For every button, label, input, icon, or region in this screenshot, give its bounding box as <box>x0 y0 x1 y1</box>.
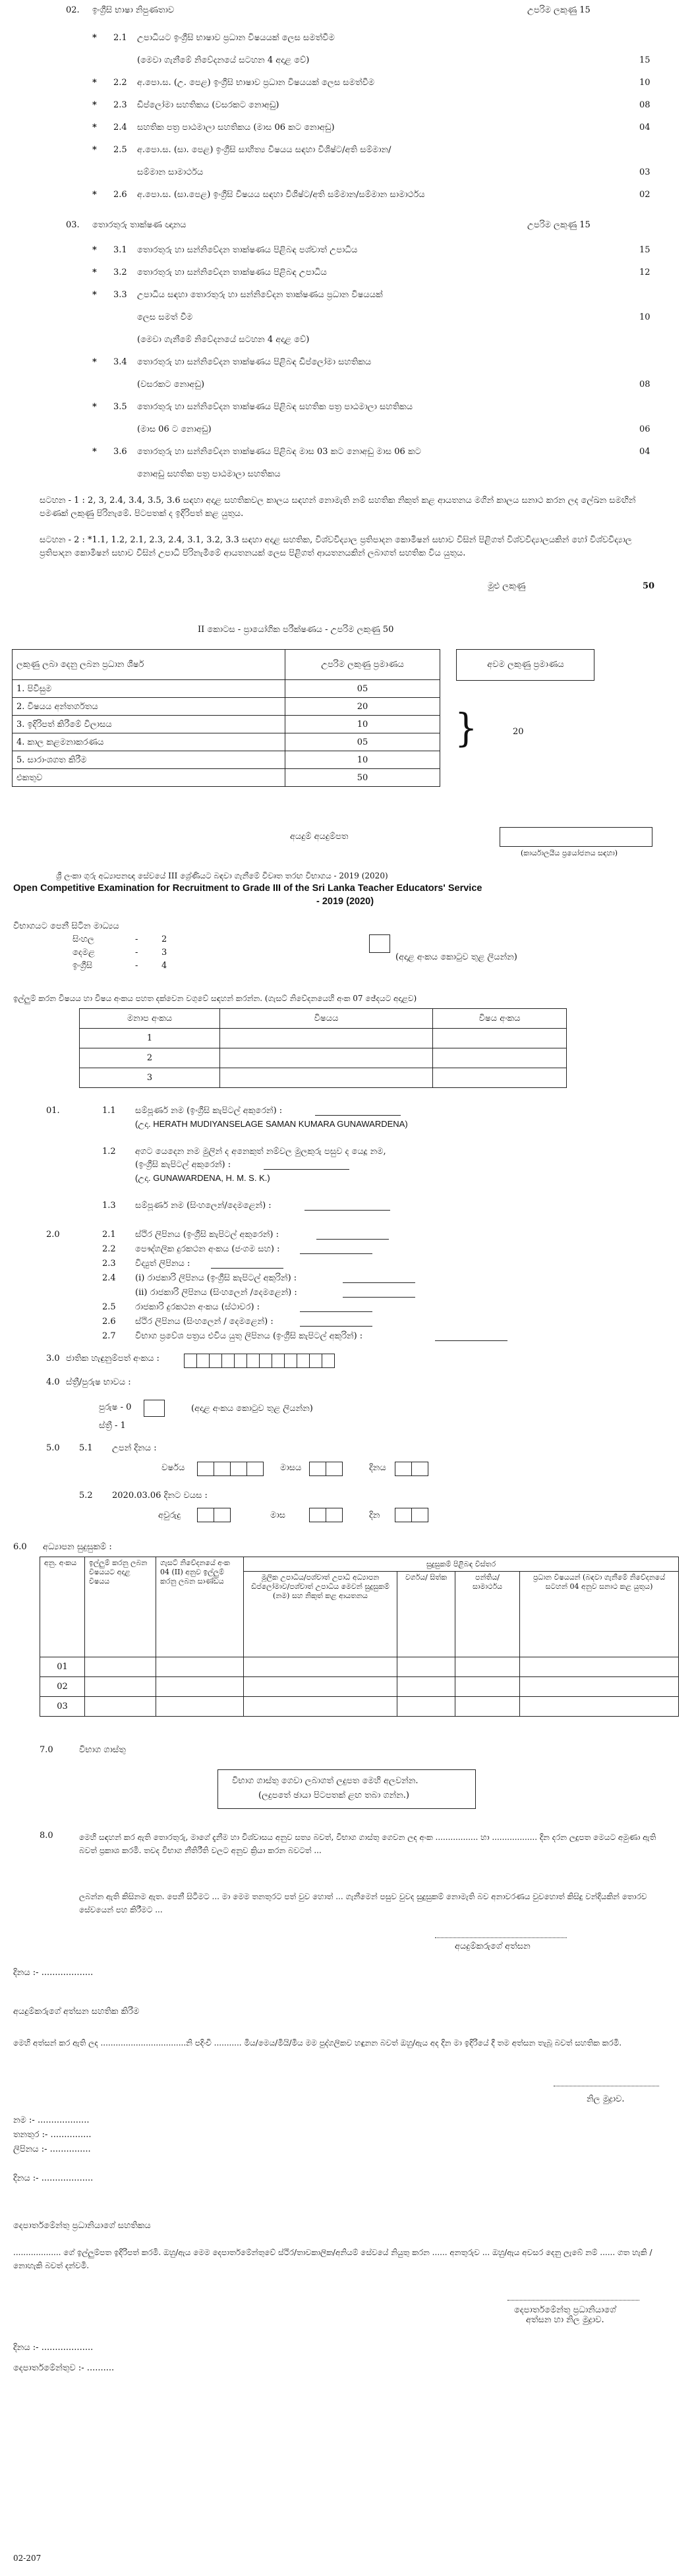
office-use-label: (කාර්යාලයීය ප්‍රයෝජනය සඳහා) <box>521 849 618 857</box>
sec3-item-text: ලෙස සමත් වීම <box>137 312 193 322</box>
footer-code: 02-207 <box>13 2554 42 2563</box>
nic-digit-box[interactable] <box>297 1354 310 1368</box>
edu-header-class: වර්ගය/ සිත්ක <box>397 1572 455 1657</box>
practical-row <box>13 698 440 716</box>
dept-date: දිනය :- ................... <box>13 2343 94 2353</box>
sec3-item <box>0 332 694 348</box>
sec2-item-text: අ.පො.ස. (උ. පෙළ) ඉංග්‍රීසි භාෂාව ප්‍රධාන විෂයයක් ලෙස සමත්වීම <box>137 78 375 88</box>
dept-signature-label: දෙපාර්තමේන්තු ප්‍රධානියාගේ අත්සන හා නිල මුද්‍රාව. <box>514 2305 616 2325</box>
sec3-mark: * <box>92 357 97 367</box>
edu-input-cell[interactable] <box>85 1697 156 1717</box>
subject-name-cell[interactable] <box>220 1029 433 1048</box>
declaration-text-2: ලබන්න ඇති කිසිනම ඇත. පෙනී සිටීමට ... මා මෙම තනතුරට පත් වුව හොත් ... ගැනීමෙන් පසුව වුවද සුදුසුකම් නොමැති බව අනාවරණය වුවහොත් කිසිදු වන්දියකින් තොරව සේවයෙන් පහ කිරීමට ... <box>79 1892 647 1914</box>
f12-label-a: අගට යෙදෙන නම මුලින් ද අනෙකුත් නම්වල මුලකුරු පසුව ද යෙදූ නම, <box>135 1147 386 1157</box>
sec3-item <box>0 422 694 438</box>
practical-row-label: 1. පිවිසුම <box>13 680 285 698</box>
sec3-item-text: තොරතුරු හා සන්නිවේදන තාක්ෂණය පිළිබඳ මාස 03 කට නොඅඩු මාස 06 කට <box>137 447 421 457</box>
f22-line[interactable] <box>300 1253 372 1254</box>
f13-line[interactable] <box>304 1210 390 1211</box>
gender-label: ස්ත්‍රී/පුරුෂ භාවය : <box>66 1377 131 1387</box>
sec3-item-text: උපාධිය සඳහා තොරතුරු හා සන්නිවේදන තාක්ෂණය ප්‍රධාන විෂයයක් <box>137 290 383 300</box>
edu-row-number: 02 <box>40 1677 85 1697</box>
subject-pref-number: 1 <box>80 1029 220 1048</box>
sec3-item-text: (මෙවා ගැනීමේ නිවේදනයේ සටහන 4 අදාළ වේ) <box>137 335 310 345</box>
subject-header-subject: විෂයය <box>220 1009 433 1029</box>
edu-title: අධ්‍යාපන සුදුසුකම් : <box>43 1542 112 1552</box>
f23-num: 2.3 <box>102 1259 116 1269</box>
sec2-mark: * <box>92 100 97 110</box>
practical-row-max: 10 <box>285 751 440 769</box>
practical-brace: } <box>455 704 478 751</box>
attest-seal: නිල මුද්‍රාව. <box>587 2094 625 2104</box>
sec3-item-text: තොරතුරු හා සන්නිවේදන තාක්ෂණය පිළිබඳ සහතික පත්‍ර පාඨමාලා සහතිකය <box>137 402 413 412</box>
sec2-max: උපරිම ලකුණු 15 <box>527 5 591 15</box>
edu-header-subject: ඉල්ලුම් කරනු ලබන විෂයයට අදාළ විෂයය <box>85 1557 156 1657</box>
f11-num: 1.1 <box>102 1106 116 1116</box>
f25-num: 2.5 <box>102 1302 116 1312</box>
f12-line[interactable] <box>264 1169 349 1170</box>
f24-ii-line[interactable] <box>343 1297 415 1298</box>
sec2-item-num: 2.1 <box>113 33 127 43</box>
practical-min-header-box <box>456 649 594 681</box>
q8-num: 8.0 <box>40 1831 53 1841</box>
sec2-item <box>0 30 694 46</box>
sec2-item <box>0 75 694 91</box>
applicant-signature-line[interactable] <box>435 1937 567 1938</box>
f11-example: (උදා. HERATH MUDIYANSELAGE SAMAN KUMARA GUNAWARDENA) <box>135 1119 408 1129</box>
sec2-item-text: උපාධියට ඉංග්‍රීසි භාෂාව ප්‍රධාන විෂයයක් ලෙස සමත්වීම <box>137 33 335 43</box>
age-label: 2020.03.06 දිනට වයස : <box>112 1491 208 1501</box>
gender-input-box[interactable] <box>144 1400 165 1417</box>
nic-digit-box[interactable] <box>184 1354 197 1368</box>
sec3-item-num: 3.2 <box>113 268 127 277</box>
practical-header-max: උපරිම ලකුණු ප්‍රමාණය <box>285 650 440 680</box>
f12-label-b: (ඉංග්‍රීසි කැපිටල් අකුරෙන්) : <box>135 1160 231 1170</box>
sec2-item-num: 2.5 <box>113 145 127 155</box>
medium-option-name: ඉංග්‍රීසි <box>72 961 93 971</box>
nic-digit-box[interactable] <box>309 1354 322 1368</box>
practical-min-value: 20 <box>513 727 524 737</box>
subject-header-pref: මනාප අංකය <box>80 1009 220 1029</box>
nic-digit-box[interactable] <box>272 1354 285 1368</box>
edu-input-cell[interactable] <box>455 1677 520 1697</box>
f27-num: 2.7 <box>102 1331 116 1341</box>
practical-row <box>13 751 440 769</box>
sec2-title: ඉංග්‍රීසි භාෂා නිපුණතාව <box>92 5 175 15</box>
sec2-item-value: 03 <box>639 167 651 177</box>
nic-digit-box[interactable] <box>209 1354 222 1368</box>
sec2-item-text: සම්මාන සාමාර්ථය <box>137 167 204 177</box>
title-english-1: Open Competitive Examination for Recruitment to Grade III of the Sri Lanka Teacher Educators' Service <box>13 883 482 894</box>
note-1: සටහන - 1 : 2, 3, 2.4, 3.4, 3.5, 3.6 සඳහා අදාළ සහතිකවල කාලය සඳහන් නොමැති නම් සහතික නිකුත් කළ ආයතනය මගින් කාලය සනාථ කරන ලද ලේඛන සමඟින් පමණක් ලකුණු පිරිනැමේ. පිටපතක් ද ඉදිරිපත් කළ යුතුය. <box>40 496 636 519</box>
sec3-item-value: 06 <box>639 424 651 434</box>
attest-address: ලිපිනය :- ............... <box>13 2144 91 2154</box>
edu-header-main: ප්‍රධාන විෂයයන් (බඳවා ගැනීමේ නිවේදනයේ සටහන් 04 අනුව සනාථ කළ යුතුය) <box>520 1572 679 1657</box>
q6-num: 6.0 <box>13 1542 27 1552</box>
declaration-text-1: මෙහි සඳහන් කර ඇති තොරතුරු, මාගේ දැනීම හා විශ්වාසය අනුව සත්‍ය බවත්, විභාග ගාස්තු ගෙවන ලද අංක ................. හා .................. දින දරන ලදුපත මෙයට අමුණා ඇති බවත් ප්‍රකාශ කරමි. තවද විභාග නීතිරීති වලට අනුව ක්‍රියා කරන බවටත් ... <box>79 1833 656 1855</box>
practical-row <box>13 716 440 733</box>
edu-input-cell[interactable] <box>156 1677 244 1697</box>
f26-label: ස්ථිර ලිපිනය (සිංහලෙන් / දෙමළෙන්) : <box>135 1317 274 1327</box>
f13-label: සම්පූර්ණ නම (සිංහලෙන්/දෙමළෙන්) : <box>135 1201 272 1211</box>
medium-option-code: 3 <box>161 948 167 958</box>
attest-designation: තනතුර :- ............... <box>13 2130 92 2140</box>
attest-title: අයදුම්කරුගේ අත්සන සහතික කිරීම <box>13 2007 140 2017</box>
sec2-item-value: 02 <box>639 190 651 200</box>
f26-num: 2.6 <box>102 1317 116 1327</box>
sec3-item <box>0 355 694 370</box>
f12-num: 1.2 <box>102 1147 116 1157</box>
edu-input-cell[interactable] <box>520 1697 679 1717</box>
attest-text: මෙහි අත්සන් කර ඇති ලද ..................................නි පදිංචි ........... මිය/මෙය/මියි/මිය මම පුද්ගලිකව හඳුනන බවත් ඔහු/ඇය අද දින මා ඉදිරියේ දී තම අත්සන තැබූ බවත් සහතික කරමි. <box>13 2038 622 2047</box>
edu-input-cell[interactable] <box>397 1697 455 1717</box>
dob-month-input[interactable] <box>310 1462 343 1476</box>
f12-example: (උදා. GUNAWARDENA, H. M. S. K.) <box>135 1173 270 1183</box>
fee-box-line1: විභාග ගාස්තු ගෙවා ලබාගත් ලදුපත මෙහි අලවන්න. <box>232 1776 419 1786</box>
sec2-item-text: අ.පො.ස. (සා.පෙළ) ඉංග්‍රීසි විෂයය සඳහා විශිෂ්ට/අති සම්මාන/සම්මාන සාමාර්ථය <box>137 190 425 200</box>
subject-name-cell[interactable] <box>220 1068 433 1088</box>
f11-label: සම්පූර්ණ නම (ඉංග්‍රීසි කැපිටල් අකුරෙන්) : <box>135 1106 283 1116</box>
sec3-item-value: 10 <box>639 312 651 322</box>
sec3-item-value: 04 <box>639 447 651 457</box>
medium-option-code: 2 <box>161 934 167 944</box>
sec3-mark: * <box>92 402 97 412</box>
edu-input-cell[interactable] <box>244 1677 397 1697</box>
subject-row <box>80 1029 567 1048</box>
sec2-mark: * <box>92 123 97 132</box>
dept-text: ................... ගේ ඉල්ලුම්පත ඉදිරිපත් කරමි. ඔහු/ඇය මෙම දෙපාර්තමේන්තුවේ ස්ථිර/තාවකාලික/අනියම් සේවයේ නියුතු කරන ...... අනතුරුව ... ඔහු/ඇය අවසර දෙනු ලැබේ නම් ...... ගත හැකි / නොහැකි බවත් දන්වමි. <box>13 2248 652 2270</box>
sec3-item <box>0 287 694 303</box>
medium-option-dash: - <box>135 934 138 944</box>
gender-female: ස්ත්‍රී - 1 <box>99 1421 126 1431</box>
edu-input-cell[interactable] <box>397 1657 455 1677</box>
dob-day-input[interactable] <box>395 1462 428 1476</box>
dob-year-input[interactable] <box>198 1462 264 1476</box>
q1-num: 01. <box>46 1106 60 1116</box>
sec3-num: 03. <box>66 220 80 230</box>
f24-i-label: (i) රාජකාරි ලිපිනය (ඉංග්‍රීසි කැපිටල් අකුරින්) : <box>135 1273 297 1283</box>
f21-label: ස්ථිර ලිපිනය (ඉංග්‍රීසි කැපිටල් අකුරෙන්) : <box>135 1230 279 1240</box>
f23-label: විද්‍යුත් ලිපිනය : <box>135 1259 190 1269</box>
sec2-item-text: අ.පො.ස. (සා. පෙළ) ඉංග්‍රීසි සාහිත්‍ය විෂයය සඳහා විශිෂ්ට/අති සම්මාන/ <box>137 145 391 155</box>
application-label: අයදුම් අයදුම්පත <box>290 832 349 842</box>
edu-row <box>40 1677 679 1697</box>
medium-label: විභාගයට පෙනී සිටින මාධ්‍යය <box>13 921 119 931</box>
sec3-mark: * <box>92 290 97 300</box>
edu-row-number: 01 <box>40 1657 85 1677</box>
title-english-2: - 2019 (2020) <box>316 896 374 907</box>
sec2-item-num: 2.3 <box>113 100 127 110</box>
edu-row-number: 03 <box>40 1697 85 1717</box>
sec2-item-num: 2.6 <box>113 190 127 200</box>
sec2-item <box>0 165 694 181</box>
sec2-item-value: 04 <box>639 123 651 132</box>
practical-title: II කොටස - ප්‍රායෝගික පරීක්ෂණය - උපරිම ලකුණු 50 <box>198 625 394 635</box>
sec2-item-text: සහතික පත්‍ර පාඨමාලා සහතිකය (මාස 06 කට නොඅඩු) <box>137 123 335 132</box>
sec3-item-value: 12 <box>639 268 651 277</box>
sec3-item-text: තොරතුරු හා සන්නිවේදන තාක්ෂණය පිළිබඳ ඩිප්ලෝමා සහතිකය <box>137 357 372 367</box>
sec2-heading <box>0 3 694 18</box>
nic-label: ජාතික හැඳුනුම්පත් අංකය : <box>66 1354 159 1363</box>
sec2-item <box>0 120 694 136</box>
f24-i-line[interactable] <box>343 1282 415 1283</box>
f22-num: 2.2 <box>102 1244 116 1254</box>
edu-header-degree: මූලික උපාධිය/පශ්චාත් උපාධි අධ්‍යාපන ඩිප්ලෝමාව/පශ්චාත් උපාධිය මෙවන් සුදුසුකම් (නම) සහ නිකුත් කළ ආයතනය <box>244 1572 397 1657</box>
subject-pref-number: 3 <box>80 1068 220 1088</box>
edu-input-cell[interactable] <box>520 1657 679 1677</box>
f11-line[interactable] <box>315 1115 401 1116</box>
edu-header-pass: පන්තිය/ සාමාර්ථය <box>455 1572 520 1657</box>
practical-row-max: 20 <box>285 698 440 716</box>
subject-row <box>80 1048 567 1068</box>
medium-option-name: දෙමළ <box>72 948 95 958</box>
sec2-item <box>0 142 694 158</box>
medium-input-box[interactable] <box>369 934 390 953</box>
practical-row <box>13 733 440 751</box>
f21-line[interactable] <box>316 1239 389 1240</box>
medium-option-dash: - <box>135 948 138 958</box>
f24-ii-label: (ii) රාජකාරි ලිපිනය (සිංහලෙන් /දෙමළෙන්) : <box>135 1288 297 1298</box>
dept-title: දෙපාර්තමේන්තු ප්‍රධානියාගේ සහතිකය <box>13 2221 151 2231</box>
nic-digit-box[interactable] <box>196 1354 210 1368</box>
dob-month-label: මාසය <box>280 1463 302 1473</box>
dob-day-label: දිනය <box>369 1463 386 1473</box>
sec3-item <box>0 265 694 281</box>
sec3-max: උපරිම ලකුණු 15 <box>527 220 591 230</box>
sec3-item-text: (මාස 06 ට නොඅඩු) <box>137 424 212 434</box>
edu-input-cell[interactable] <box>455 1697 520 1717</box>
subject-table <box>79 1008 567 1088</box>
sec3-item-text: නොඅඩු සහතික පත්‍ර පාඨමාලා සහතිකය <box>137 469 281 479</box>
sec3-item <box>0 310 694 326</box>
sec2-item-value: 10 <box>639 78 651 88</box>
sec3-item-value: 08 <box>639 380 651 389</box>
sec2-item-value: 15 <box>639 55 651 65</box>
sec2-mark: * <box>92 33 97 43</box>
medium-hint: (අදාළ අංකය කොටුව තුළ ලියන්න) <box>395 952 517 962</box>
f25-label: රාජකාරි දුරකථන අංකය (ස්ථාවර) : <box>135 1302 260 1312</box>
sec2-item-text: (මෙවා ගැනීමේ නිවේදනයේ සටහන 4 අදාළ වේ) <box>137 55 310 65</box>
sec3-item <box>0 444 694 460</box>
sec3-title: තොරතුරු තාක්ෂණ ඥානය <box>92 220 187 230</box>
f27-label: විභාග ප්‍රවේශ පත්‍රය එවිය යුතු ලිපිනය (ඉංග්‍රීසි කැපිටල් අකුරින්) : <box>135 1331 363 1341</box>
medium-option-code: 4 <box>161 961 167 971</box>
subject-row <box>80 1068 567 1088</box>
practical-row-label: එකතුව <box>13 769 285 787</box>
practical-row-label: 4. කාල කළමනාකරණය <box>13 733 285 751</box>
practical-table <box>12 649 440 787</box>
age-days-label: දින <box>369 1510 380 1520</box>
edu-row <box>40 1657 679 1677</box>
f22-label: පෞද්ගලික දුරකථන අංකය (ජංගම සහ) : <box>135 1244 280 1254</box>
medium-option-dash: - <box>135 961 138 971</box>
sec3-item-text: (වසරකට නොඅඩු) <box>137 380 205 389</box>
sec2-item <box>0 187 694 203</box>
sec3-item-num: 3.6 <box>113 447 127 457</box>
sec3-item-value: 15 <box>639 245 651 255</box>
practical-header-topic: ලකුණු ලබා දෙනු ලබන ප්‍රධාන ශීර්ෂ <box>13 650 285 680</box>
sec2-num: 02. <box>66 5 80 15</box>
age-years-label: අවුරුදු <box>158 1510 181 1520</box>
title-sinhala: ශ්‍රී ලංකා ගුරු අධ්‍යාපනඥ සේවයේ III ශ්‍රේණියට බඳවා ගැනීමේ විවෘත තරඟ විභාගය - 2019 (2020) <box>56 871 388 880</box>
nic-input[interactable] <box>185 1354 335 1368</box>
sec3-item-num: 3.1 <box>113 245 127 255</box>
f23-line[interactable] <box>211 1268 283 1269</box>
edu-header-gazette: ගැසට් නිවේදනයේ අංක 04 (II) අනුව ඉල්ලුම් කරනු ලබන සාණ්ඩය <box>156 1557 244 1657</box>
sec3-item <box>0 399 694 415</box>
fee-title: විභාග ගාස්තු <box>79 1745 126 1755</box>
practical-row <box>13 769 440 787</box>
q3-num: 3.0 <box>46 1354 60 1363</box>
subject-name-cell[interactable] <box>220 1048 433 1068</box>
f26-line[interactable] <box>300 1326 372 1327</box>
practical-row-label: 2. විෂයය අන්තර්ගතය <box>13 698 285 716</box>
f24-num: 2.4 <box>102 1273 116 1283</box>
subject-code-cell[interactable] <box>433 1068 567 1088</box>
dept-signature-line[interactable] <box>507 2300 639 2301</box>
sec2-item <box>0 53 694 69</box>
fee-receipt-box[interactable] <box>217 1769 476 1809</box>
edu-input-cell[interactable] <box>156 1697 244 1717</box>
sec2-item <box>0 98 694 113</box>
nic-digit-box[interactable] <box>322 1354 335 1368</box>
sec3-item <box>0 467 694 482</box>
dob-year-label: වර්ෂය <box>161 1463 185 1473</box>
sec3-item <box>0 243 694 258</box>
sec3-item-text: තොරතුරු හා සන්නිවේදන තාක්ෂණය පිළිබඳ උපාධිය <box>137 268 327 277</box>
age-months-input[interactable] <box>310 1508 343 1522</box>
edu-input-cell[interactable] <box>244 1657 397 1677</box>
sec2-item-value: 08 <box>639 100 651 110</box>
edu-input-cell[interactable] <box>85 1657 156 1677</box>
sec2-mark: * <box>92 145 97 155</box>
sec2-mark: * <box>92 190 97 200</box>
nic-digit-box[interactable] <box>234 1354 247 1368</box>
practical-row-label: 5. සාරාංශගත කිරීම <box>13 751 285 769</box>
dob-label: උපන් දිනය : <box>112 1443 157 1453</box>
medium-option-name: සිංහල <box>72 934 94 944</box>
edu-header-no: අනු. අංකය <box>40 1557 85 1657</box>
f27-line[interactable] <box>435 1340 507 1341</box>
subject-code-cell[interactable] <box>433 1048 567 1068</box>
nic-digit-box[interactable] <box>284 1354 297 1368</box>
q5-num: 5.0 <box>46 1443 60 1453</box>
subject-pref-number: 2 <box>80 1048 220 1068</box>
dept-name: දෙපාර්තමේන්තුව :- .......... <box>13 2363 115 2373</box>
nic-digit-box[interactable] <box>259 1354 272 1368</box>
f52-num: 5.2 <box>79 1491 93 1501</box>
practical-row-max: 05 <box>285 680 440 698</box>
q4-num: 4.0 <box>46 1377 60 1387</box>
f25-line[interactable] <box>300 1311 372 1312</box>
sec3-heading <box>0 217 694 233</box>
age-months-label: මාස <box>270 1510 285 1520</box>
edu-input-cell[interactable] <box>455 1657 520 1677</box>
sec2-item-num: 2.2 <box>113 78 127 88</box>
edu-input-cell[interactable] <box>397 1677 455 1697</box>
sec3-item-num: 3.3 <box>113 290 127 300</box>
edu-row <box>40 1697 679 1717</box>
attest-name: නම :- ................... <box>13 2115 90 2125</box>
practical-row-label: 3. ඉදිරිපත් කිරීමේ විලාසය <box>13 716 285 733</box>
sec2-item-text: ඩිප්ලෝමා සහතිකය (වසරකට නොඅඩු) <box>137 100 279 110</box>
note-2: සටහන - 2 : *1.1, 1.2, 2.1, 2.3, 2.4, 3.1, 3.2, 3.3 සඳහා අදාළ සහතික, විශ්වවිද්‍යාල ප්‍රතිපාදන කොමිෂන් සභාව විසින් පිළිගත් විශ්වවිද්‍යාලයකින් හෝ විශ්වවිද්‍යාල ප්‍රතිපාදන කොමිෂන් සභාව විසින් උපාධි පිරිනැමීමේ ආයතනයක් ලෙස පිළිගත් ආයතනයකින් ලබාගත් සහතික විය යුතුය. <box>40 535 632 558</box>
f13-num: 1.3 <box>102 1201 116 1211</box>
age-years-input[interactable] <box>198 1508 231 1522</box>
q2-num: 2.0 <box>46 1230 60 1240</box>
nic-digit-box[interactable] <box>221 1354 235 1368</box>
edu-input-cell[interactable] <box>244 1697 397 1717</box>
fee-box-line2: (ලදුපතේ ඡායා පිටපතක් ළඟ තබා ගන්න.) <box>258 1790 409 1800</box>
total-value: 50 <box>643 581 655 591</box>
sec3-item-text: තොරතුරු හා සන්නිවේදන තාක්ෂණය පිළිබඳ පශ්චාත් උපාධිය <box>137 245 358 255</box>
sec3-item-num: 3.4 <box>113 357 127 367</box>
practical-row <box>13 680 440 698</box>
total-label: මුළු ලකුණු <box>488 581 526 591</box>
nic-digit-box[interactable] <box>246 1354 260 1368</box>
f21-num: 2.1 <box>102 1230 116 1240</box>
applicant-signature-label: අයදුම්කරුගේ අත්සන <box>455 1941 531 1951</box>
q7-num: 7.0 <box>40 1745 53 1755</box>
age-days-input[interactable] <box>395 1508 428 1522</box>
gender-hint: (අදාළ අංකය කොටුව තුළ ලියන්න) <box>191 1404 313 1414</box>
subject-header-code: විෂය අංකය <box>433 1009 567 1029</box>
edu-table <box>40 1557 679 1717</box>
edu-input-cell[interactable] <box>156 1657 244 1677</box>
sec3-item-num: 3.5 <box>113 402 127 412</box>
subject-intro: ඉල්ලුම් කරන විෂයය හා විෂය අංකය පහත දක්වෙන වගුවේ සඳහන් කරන්න. (ගැසට් නිවේදනයෙහි අංක 07 ඡේදයට අදාළව) <box>13 994 417 1003</box>
sec2-mark: * <box>92 78 97 88</box>
attest-date: දිනය :- ................... <box>13 2173 94 2183</box>
declaration-date: දිනය :- ................... <box>13 1968 94 1978</box>
f51-num: 5.1 <box>79 1443 93 1453</box>
edu-header-details: සුදුසුකම් පිළිබඳ විස්තර <box>244 1557 679 1572</box>
practical-row-max: 05 <box>285 733 440 751</box>
office-use-box[interactable] <box>500 827 652 847</box>
practical-row-max: 50 <box>285 769 440 787</box>
gender-male: පුරුෂ - 0 <box>99 1402 132 1412</box>
sec3-mark: * <box>92 268 97 277</box>
sec3-item <box>0 377 694 393</box>
practical-row-max: 10 <box>285 716 440 733</box>
edu-input-cell[interactable] <box>85 1677 156 1697</box>
sec3-mark: * <box>92 447 97 457</box>
sec2-item-num: 2.4 <box>113 123 127 132</box>
sec3-mark: * <box>92 245 97 255</box>
practical-header-min: අවම ලකුණු ප්‍රමාණය <box>487 660 564 670</box>
edu-input-cell[interactable] <box>520 1677 679 1697</box>
subject-code-cell[interactable] <box>433 1029 567 1048</box>
